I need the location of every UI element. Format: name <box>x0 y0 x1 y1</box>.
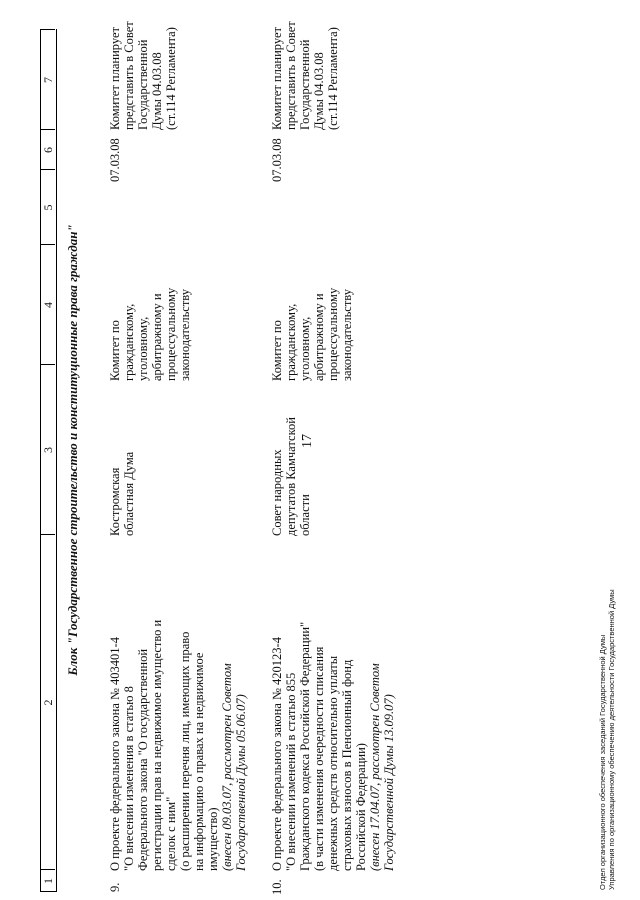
note <box>270 10 340 130</box>
committee-line: процессуальному <box>164 287 178 381</box>
note-line: Государственной <box>298 39 312 130</box>
bill-note-line: (внесен 09.03.07, рассмотрен Советом <box>220 663 234 871</box>
committee-line: арбитражному и <box>312 293 326 381</box>
note-line: Государственной <box>136 39 150 130</box>
bill-line: (в части изменения очередности списания <box>312 646 326 871</box>
author <box>108 366 136 536</box>
note <box>108 10 178 130</box>
committee-line: уголовному, <box>136 316 150 381</box>
block-title: Блок "Государственное строительство и конституционные права граждан" <box>65 224 80 676</box>
committee-line: уголовному, <box>298 316 312 381</box>
author-line: депутатов Камчатской <box>284 417 298 536</box>
note-line: Думы 04.03.08 <box>150 52 164 130</box>
bill-line: Российской Федерации) <box>354 743 368 871</box>
note-line: Думы 04.03.08 <box>312 52 326 130</box>
committee <box>270 256 354 381</box>
note-line: (ст.114 Регламента) <box>164 27 178 130</box>
row-number: 9. <box>108 882 122 892</box>
committee-line: арбитражному и <box>150 293 164 381</box>
committee-line: законодательству <box>178 288 192 381</box>
committee-line: Комитет по <box>270 320 284 381</box>
header-col-2: 2 <box>41 534 55 870</box>
bill-line: имущество) <box>206 807 220 871</box>
committee <box>108 256 192 381</box>
bill-line: страховых взносов в Пенсионный фонд <box>340 659 354 871</box>
note-line: Комитет планирует <box>270 27 284 130</box>
committee-line: гражданскому, <box>122 303 136 381</box>
date: 07.03.08 <box>270 138 284 182</box>
author-line: области <box>298 494 312 536</box>
bill-line: Гражданского кодекса Российской Федерации" <box>298 621 312 871</box>
header-col-7: 7 <box>41 29 55 130</box>
note-line: представить в Совет <box>284 21 298 130</box>
author-line: Совет народных <box>270 449 284 536</box>
header-col-5: 5 <box>41 169 55 245</box>
author-line: Костромская <box>108 467 122 536</box>
bill-line: О проекте федерального закона № 420123-4 <box>270 637 284 871</box>
footer-line-2: Управления по организационному обеспечению деятельности Государственной Думы <box>607 589 616 890</box>
header-col-3: 3 <box>41 364 55 535</box>
bill-line: (о расширении перечня лиц, имеющих право <box>178 631 192 871</box>
author <box>270 366 312 536</box>
header-col-6: 6 <box>41 129 55 170</box>
header-col-1: 1 <box>41 869 55 892</box>
date: 07.03.08 <box>108 138 122 182</box>
bill-line: О проекте федерального закона № 403401-4 <box>108 637 122 871</box>
bill-line: денежных средств относительно уплаты <box>326 655 340 871</box>
committee-line: законодательству <box>340 288 354 381</box>
author-line: областная Дума <box>122 451 136 536</box>
bill-line: Федерального закона "О государственной <box>136 648 150 871</box>
bill-line: на информацию о правах на недвижимое <box>192 652 206 871</box>
page-number: 17 <box>300 434 315 448</box>
bill-line: регистрации прав на недвижимое имущество и <box>150 619 164 871</box>
bill-note-line: Государственной Думы 05.06.07) <box>234 694 248 871</box>
committee-line: Комитет по <box>108 320 122 381</box>
bill-description <box>270 536 396 871</box>
footer-line-1: Отдел организационного обеспечения заседаний Государственной Думы <box>598 634 607 890</box>
note-line: Комитет планирует <box>108 27 122 130</box>
header-col-4: 4 <box>41 244 55 365</box>
bill-line: "О внесении изменения в статью 8 <box>122 686 136 871</box>
bill-line: "О внесении изменений в статью 855 <box>284 672 298 871</box>
note-line: (ст.114 Регламента) <box>326 27 340 130</box>
note-line: представить в Совет <box>122 21 136 130</box>
committee-line: гражданскому, <box>284 303 298 381</box>
committee-line: процессуальному <box>326 287 340 381</box>
bill-note-line: (внесен 17.04.07, рассмотрен Советом <box>368 663 382 871</box>
row-number: 10. <box>270 879 284 895</box>
bill-line: сделок с ним" <box>164 796 178 871</box>
bill-note-line: Государственной Думы 13.09.07) <box>382 694 396 871</box>
bill-description <box>108 536 248 871</box>
